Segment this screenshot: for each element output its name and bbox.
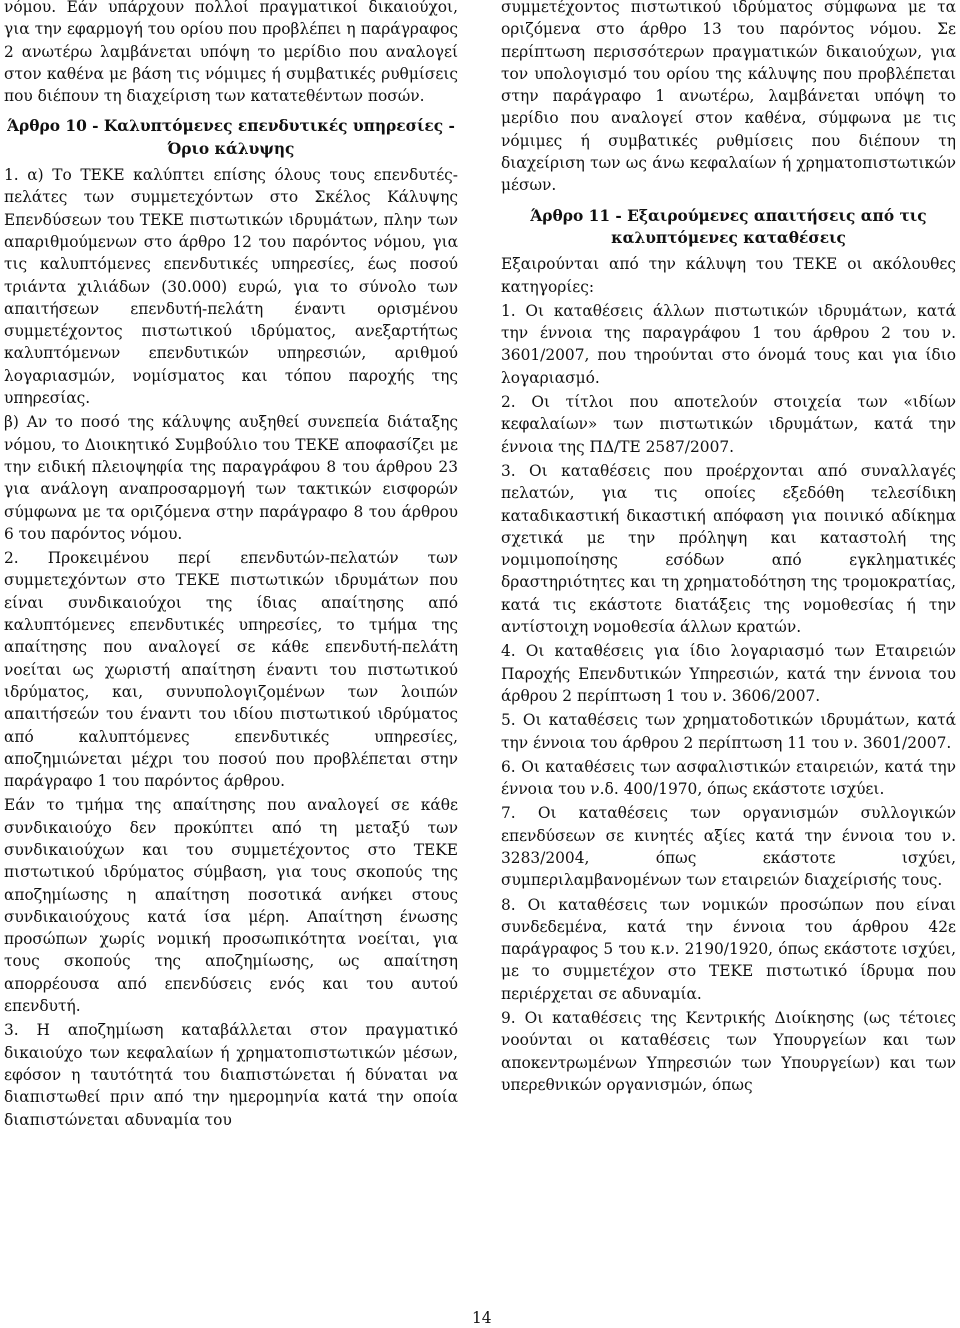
paragraph: συμμετέχοντος πιστωτικού ιδρύματος σύμφωνα με τα οριζόμενα στο άρθρο 13 του παρόντος νόμου. Σε περίπτωση περισσότερων πραγματικών δικαιούχων, για τον υπολογισμό του ορίου της κάλυψης που προβλέπεται στην παράγραφο 1 ανωτέρω, λαμβάνεται υπόψη το μερίδιο που αναλογεί στον καθένα, σύμφωνα με τις νόμιμες ή συμβατικές ρυθμίσεις που διέπουν τη διαχείριση των ως άνω κεφαλαίων ή χρηματοπιστωτικών μέσων. [501, 0, 956, 195]
paragraph: β) Αν το ποσό της κάλυψης αυξηθεί συνεπεία διάταξης νόμου, το Διοικητικό Συμβούλιο του ΤΕΚΕ αποφασίζει με την ειδική πλειοψηφία της παραγράφου 8 του άρθρου 23 για ανάλογη αναπροσαρμογή των τακτικών εισφορών σύμφωνα με τα οριζόμενα στην παράγραφο 8 του άρθρου 6 του παρόντος νόμου. [4, 413, 458, 543]
list-item: 2. Οι τίτλοι που αποτελούν στοιχεία των «ιδίων κεφαλαίων» των πιστωτικών ιδρυμάτων, κατά την έννοια της ΠΔ/ΤΕ 2587/2007. [501, 393, 956, 456]
list-item: 9. Οι καταθέσεις της Κεντρικής Διοίκησης (ως τέτοιες νοούνται οι καταθέσεις των Υπουργείων και των αποκεντρωμένων Υπηρεσιών των Υπουργείων) και των υπερεθνικών οργανισμών, όπως [501, 1009, 956, 1094]
article-11-heading: Άρθρο 11 - Εξαιρούμενες απαιτήσεις από τις καλυπτόμενες καταθέσεις [530, 206, 927, 247]
list-item: 6. Οι καταθέσεις των ασφαλιστικών εταιρειών, κατά την έννοια του ν.δ. 400/1970, όπως εκάστοτε ισχύει. [501, 757, 956, 799]
list-item: 8. Οι καταθέσεις των νομικών προσώπων που είναι συνδεδεμένα, κατά την έννοια του άρθρου 42ε παράγραφος 5 του κ.ν. 2190/1920, όπως εκάστοτε ισχύει, με το συμμετέχον στο ΤΕΚΕ πιστωτικό ίδρυμα που περιέρχεται σε αδυναμία. [501, 895, 956, 1003]
list-item: 3. Οι καταθέσεις που προέρχονται από συναλλαγές πελατών, για τις οποίες εξεδόθη τελεσίδικη καταδικαστική δικαστική απόφαση για ποινικό αδίκημα σχετικά με την πρόληψη και καταστολή της νομιμοποίησης εσόδων από εγκληματικές δραστηριότητες και τη χρηματοδότηση της τρομοκρατίας, κατά τις εκάστοτε διατάξεις της νομοθεσίας ή την αντίστοιχη νομοθεσία άλλων κρατών. [501, 461, 956, 637]
paragraph: Εάν το τμήμα της απαίτησης που αναλογεί σε κάθε συνδικαιούχο δεν προκύπτει από τη μεταξύ των συνδικαιούχων και του συμμετέχοντος στο ΤΕΚΕ πιστωτικού ιδρύματος σύμβαση, για τους σκοπούς της αποζημίωσης η απαίτηση ποσοτικά ανήκει στους συνδικαιούχους κατά ίσα μέρη. Απαίτηση ένωσης προσώπων χωρίς νομική προσωπικότητα νοείται, για τους σκοπούς της αποζημίωσης, ως απαίτηση απορρέουσα από επενδύσεις ενός και του αυτού επενδυτή. [4, 796, 458, 1016]
left-column [4, 0, 458, 1131]
list-item: 7. Οι καταθέσεις των οργανισμών συλλογικών επενδύσεων σε κινητές αξίες κατά την έννοια του ν. 3283/2004, όπως εκάστοτε ισχύει, συμπεριλαμβανομένων των εταιρειών διαχείρισής τους. [501, 804, 956, 890]
list-item: 1. Οι καταθέσεις άλλων πιστωτικών ιδρυμάτων, κατά την έννοια της παραγράφου 1 του άρθρου 2 του ν. 3601/2007, που τηρούνται στο όνομά τους και για ίδιο λογαριασμό. [501, 301, 956, 387]
list-item: 5. Οι καταθέσεις των χρηματοδοτικών ιδρυμάτων, κατά την έννοια του άρθρου 2 περίπτωση 11 του ν. 3601/2007. [501, 711, 956, 752]
page-number: 14 [472, 1309, 492, 1327]
paragraph: 2. Προκειμένου περί επενδυτών-πελατών των συμμετεχόντων στο ΤΕΚΕ πιστωτικών ιδρυμάτων που είναι συνδικαιούχοι της ίδιας απαίτησης από καλυπτόμενες επενδυτικές υπηρεσίες, το τμήμα της απαίτησης που αναλογεί σε κάθε επενδυτή-πελάτη νοείται ως χωριστή απαίτηση έναντι του πιστωτικού ιδρύματος, και, συνυπολογιζομένων των λοιπών απαιτήσεών του έναντι του ιδίου πιστωτικού ιδρύματος από καλυπτόμενες επενδυτικές υπηρεσίες, αποζημιώνεται μέχρι του ποσού που προβλέπεται στην παράγραφο 1 του παρόντος άρθρου. [4, 549, 458, 791]
paragraph: 1. α) Το ΤΕΚΕ καλύπτει επίσης όλους τους επενδυτές-πελάτες των συμμετεχόντων στο Σκέλος Κάλυψης Επενδύσεων του ΤΕΚΕ πιστωτικών ιδρυμάτων, πλην των απαριθμούμενων στο άρθρο 12 του παρόντος νόμου, για τις καλυπτόμενες επενδυτικές υπηρεσίες, έως ποσού τριάντα χιλιάδων (30.000) ευρώ, για το σύνολο των απαιτήσεων επενδυτή-πελάτη έναντι ορισμένου συμμετέχοντος πιστωτικού ιδρύματος, ανεξαρτήτως καλυπτόμενων επενδυτικών υπηρεσιών, αριθμού λογαριασμών, νομίσματος και τόπου παροχής της υπηρεσίας. [4, 166, 458, 408]
list-item: 4. Οι καταθέσεις για ίδιο λογαριασμό των Εταιρειών Παροχής Επενδυτικών Υπηρεσιών, κατά την έννοια του άρθρου 2 περίπτωση 1 του ν. 3606/2007. [501, 642, 956, 705]
paragraph: Εξαιρούνται από την κάλυψη του ΤΕΚΕ οι ακόλουθες κατηγορίες: [501, 255, 956, 296]
paragraph: νόμου. Εάν υπάρχουν πολλοί πραγματικοί δικαιούχοι, για την εφαρμογή του ορίου που προβλέπει η παράγραφος 2 ανωτέρω λαμβάνεται υπόψη το μερίδιο που αναλογεί στον καθένα με βάση τις νόμιμες ή συμβατικές ρυθμίσεις που διέπουν τη διαχείριση των κατατεθέντων ποσών. [4, 0, 458, 106]
paragraph: 3. Η αποζημίωση καταβάλλεται στον πραγματικό δικαιούχο των κεφαλαίων ή χρηματοπιστωτικών μέσων, εφόσον η ταυτότητά του διαπιστώνεται ή δύναται να διαπιστωθεί πριν από την ημερομηνία κατά την οποία διαπιστώνεται αδυναμία του [4, 1021, 458, 1129]
article-10-heading: Άρθρο 10 - Καλυπτόμενες επενδυτικές υπηρεσίες - Όριο κάλυψης [7, 117, 455, 158]
right-column [501, 0, 956, 1096]
